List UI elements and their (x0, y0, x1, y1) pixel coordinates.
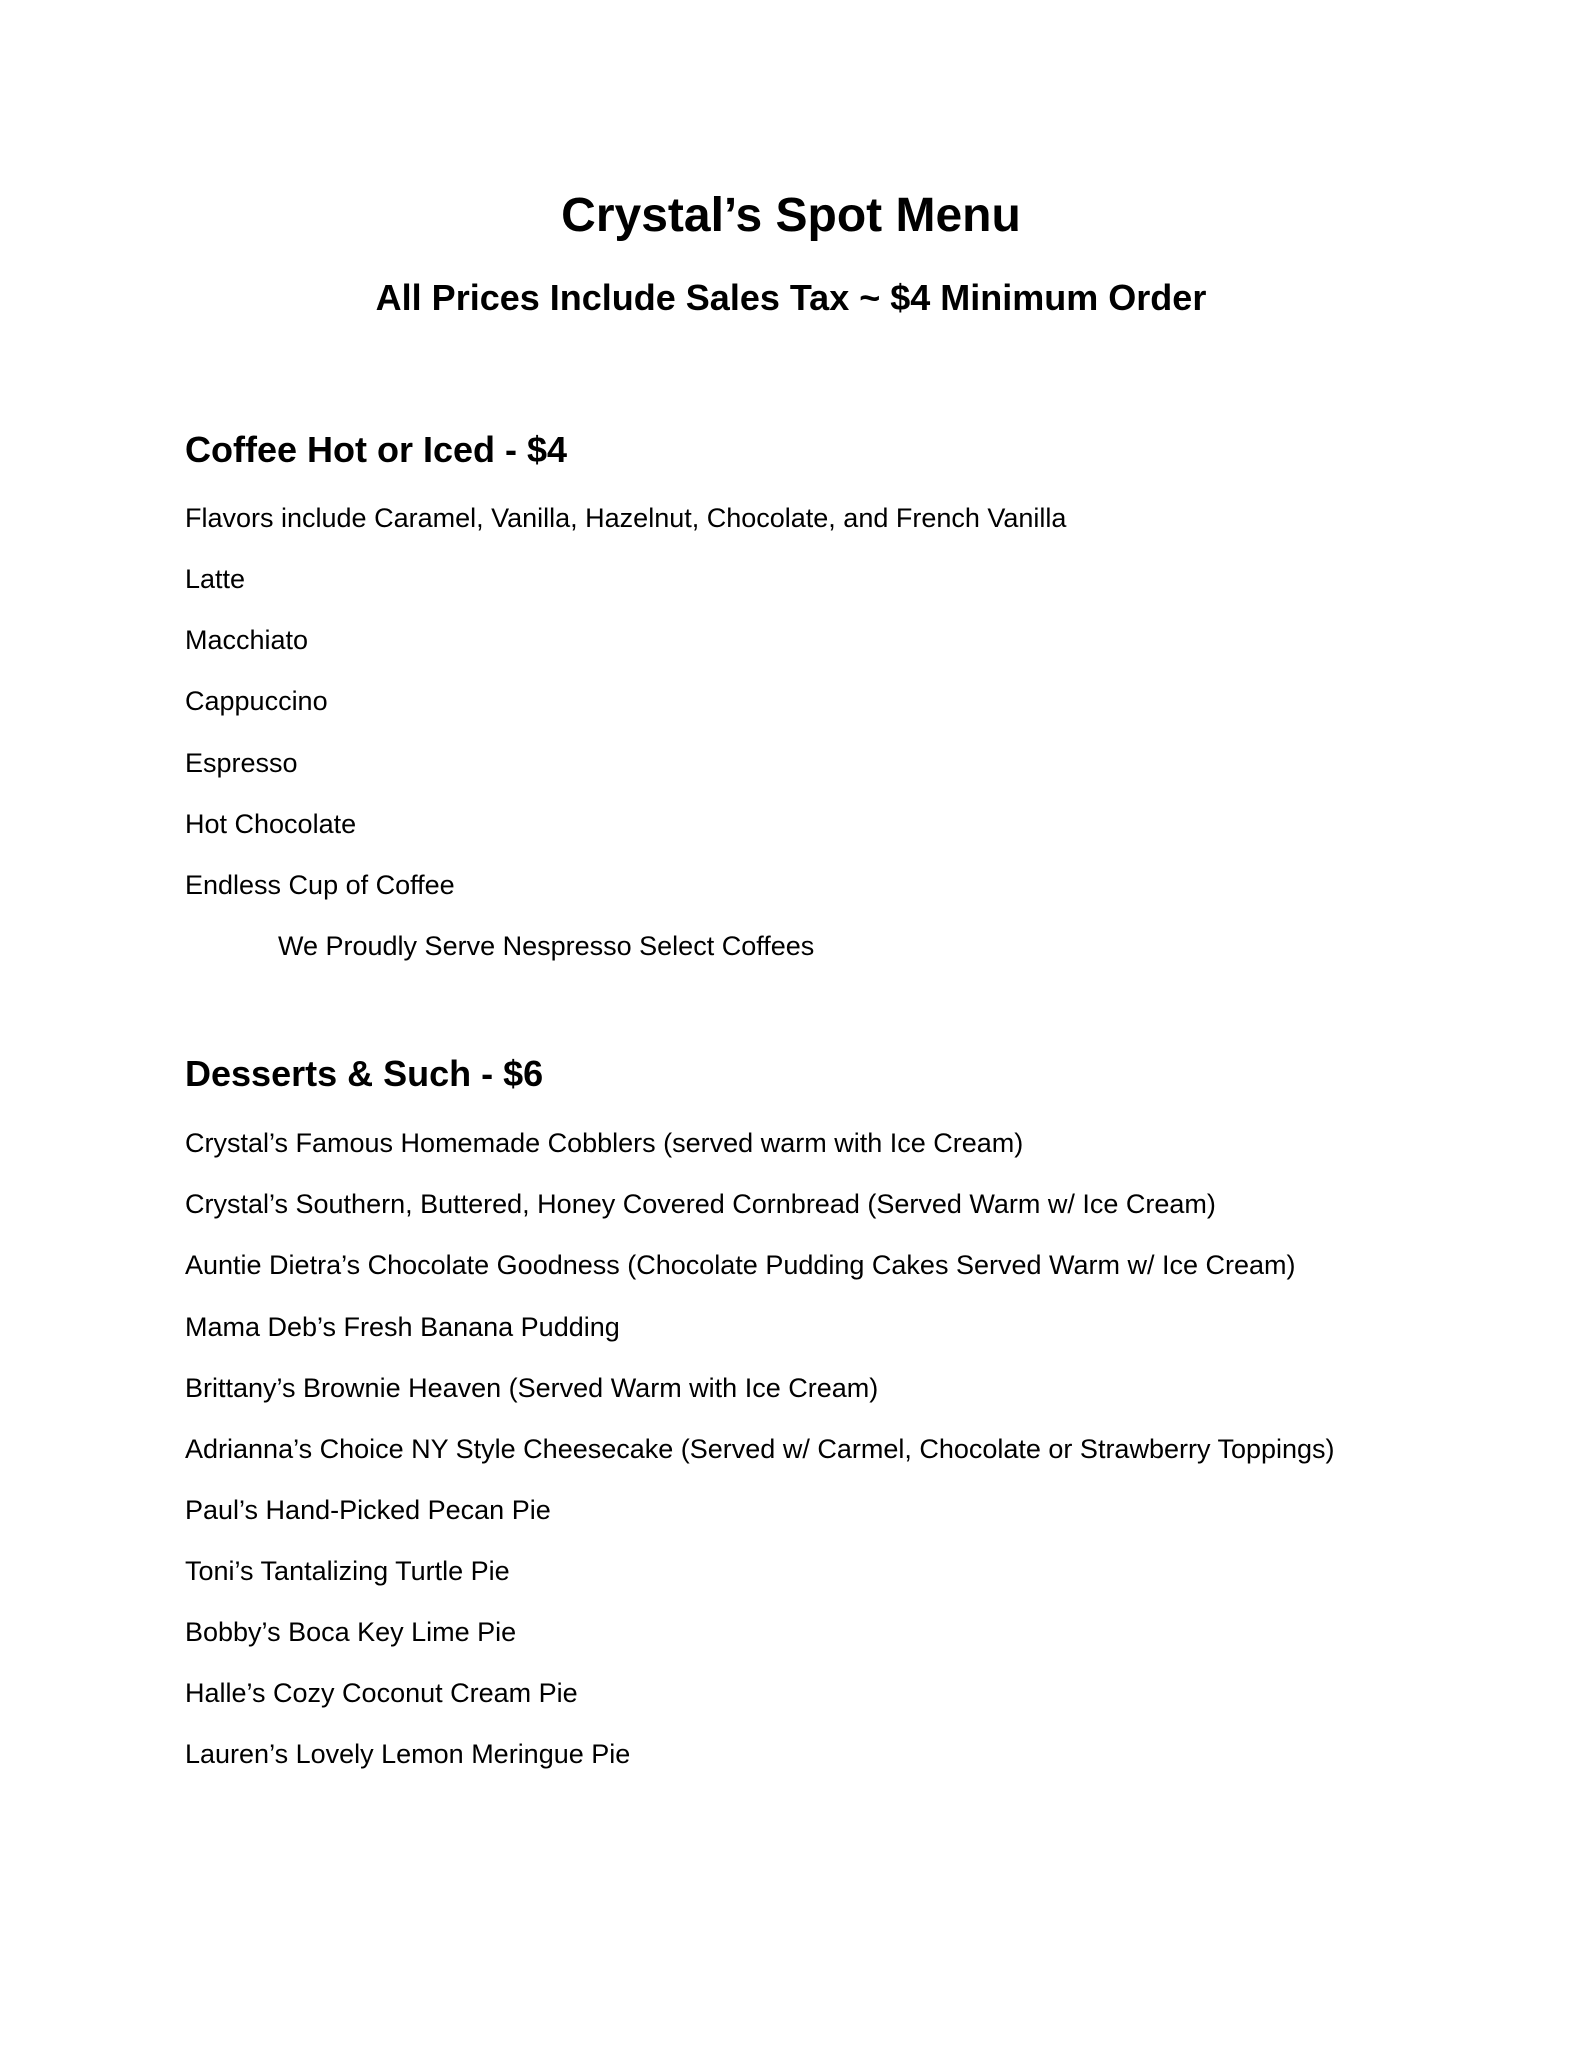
coffee-section-heading: Coffee Hot or Iced - $4 (185, 429, 568, 470)
dessert-item-turtle-pie: Toni’s Tantalizing Turtle Pie (185, 1556, 510, 1586)
dessert-item-lemon-meringue-pie: Lauren’s Lovely Lemon Meringue Pie (185, 1739, 631, 1769)
coffee-item-cappuccino: Cappuccino (185, 686, 328, 716)
dessert-item-cornbread: Crystal’s Southern, Buttered, Honey Covered Cornbread (Served Warm w/ Ice Cream) (185, 1189, 1216, 1219)
page-title: Crystal’s Spot Menu (561, 189, 1021, 242)
coffee-item-flavors: Flavors include Caramel, Vanilla, Hazelnut, Chocolate, and French Vanilla (185, 503, 1067, 533)
coffee-note: We Proudly Serve Nespresso Select Coffees (278, 931, 815, 961)
coffee-item-endless-cup: Endless Cup of Coffee (185, 870, 455, 900)
dessert-item-key-lime-pie: Bobby’s Boca Key Lime Pie (185, 1617, 517, 1647)
dessert-item-pecan-pie: Paul’s Hand-Picked Pecan Pie (185, 1495, 551, 1525)
dessert-item-chocolate-goodness: Auntie Dietra’s Chocolate Goodness (Chocolate Pudding Cakes Served Warm w/ Ice Cream) (185, 1250, 1296, 1280)
desserts-section-heading: Desserts & Such - $6 (185, 1053, 544, 1094)
dessert-item-cheesecake: Adrianna’s Choice NY Style Cheesecake (Served w/ Carmel, Chocolate or Strawberry Toppings) (185, 1434, 1335, 1464)
dessert-item-cobblers: Crystal’s Famous Homemade Cobblers (served warm with Ice Cream) (185, 1128, 1024, 1158)
dessert-item-brownie-heaven: Brittany’s Brownie Heaven (Served Warm with Ice Cream) (185, 1373, 879, 1403)
coffee-item-macchiato: Macchiato (185, 625, 309, 655)
coffee-item-latte: Latte (185, 564, 246, 594)
coffee-item-hot-chocolate: Hot Chocolate (185, 809, 357, 839)
page-subtitle: All Prices Include Sales Tax ~ $4 Minimum Order (375, 277, 1207, 318)
dessert-item-coconut-cream-pie: Halle’s Cozy Coconut Cream Pie (185, 1678, 578, 1708)
dessert-item-banana-pudding: Mama Deb’s Fresh Banana Pudding (185, 1312, 620, 1342)
coffee-item-espresso: Espresso (185, 748, 298, 778)
